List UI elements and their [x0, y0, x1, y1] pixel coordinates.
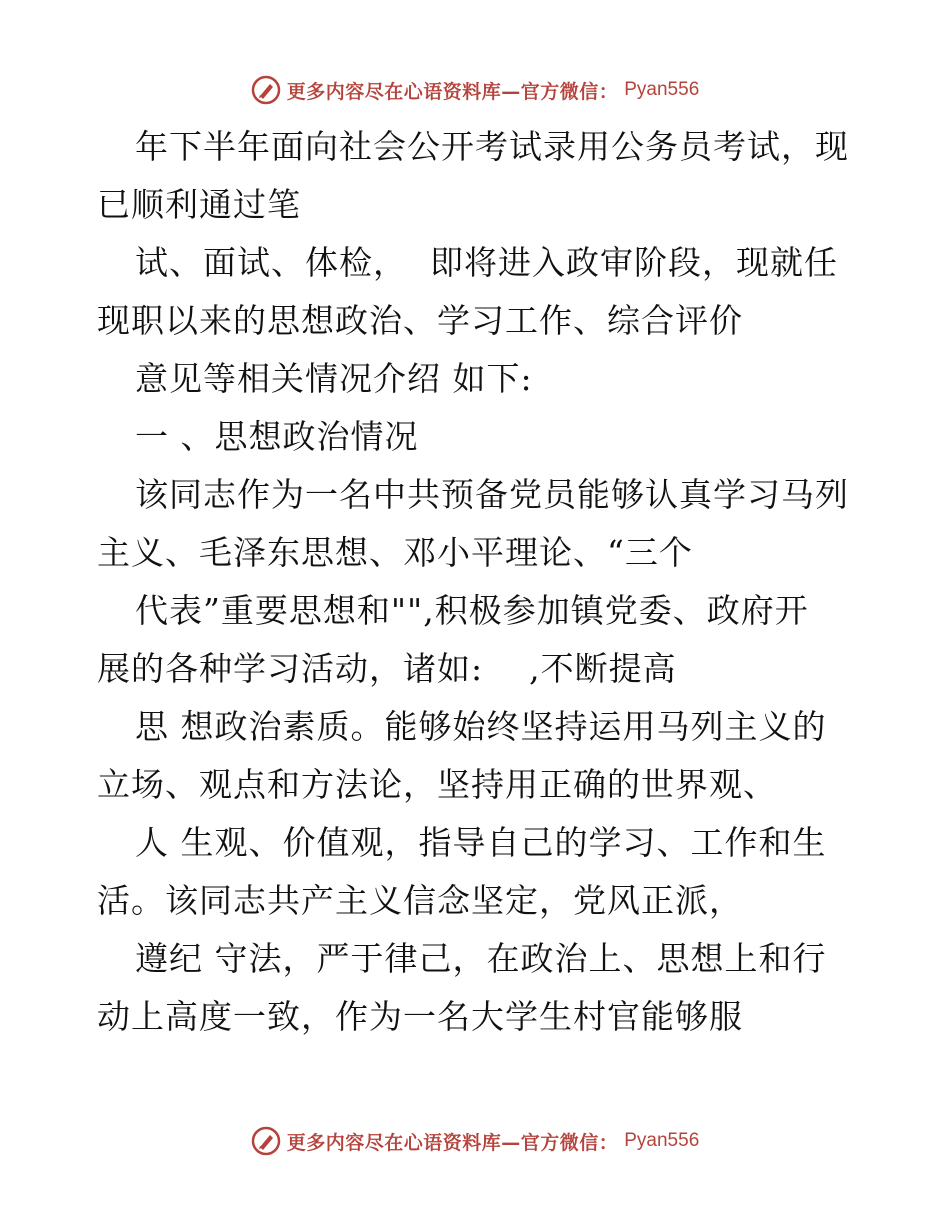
pen-logo-icon	[251, 1126, 281, 1156]
footer-watermark	[0, 1124, 950, 1158]
body-line: 思 想政治素质。能够始终坚持运用马列主义的	[135, 707, 827, 746]
body-line: 遵纪 守法，严于律己，在政治上、思想上和行	[135, 939, 827, 978]
body-line: 试、面试、体检， 即将进入政审阶段，现就任	[135, 243, 838, 282]
body-line: 活。该同志共产主义信念坚定，党风正派，	[97, 881, 743, 920]
header-watermark	[0, 73, 950, 107]
watermark-text: 更多内容尽在心语资料库—官方微信：	[286, 80, 619, 103]
section-heading: 一 、思想政治情况	[135, 417, 419, 456]
body-line: 意见等相关情况介绍 如下:	[135, 359, 533, 398]
body-line: 年下半年面向社会公开考试录用公务员考试，现	[135, 127, 849, 166]
body-line: 人 生观、价值观，指导自己的学习、工作和生	[135, 823, 827, 862]
watermark-handle: Pyan556	[624, 1130, 700, 1151]
body-line: 代表”重要思想和"",积极参加镇党委、政府开	[135, 591, 809, 630]
body-line: 展的各种学习活动，诸如: ,不断提高	[97, 649, 677, 688]
body-line: 现职以来的思想政治、学习工作、综合评价	[97, 301, 743, 340]
body-line: 已顺利通过笔	[97, 185, 301, 224]
watermark-text: 更多内容尽在心语资料库—官方微信：	[286, 1131, 619, 1154]
body-line: 该同志作为一名中共预备党员能够认真学习马列	[135, 475, 849, 514]
body-line: 动上高度一致，作为一名大学生村官能够服	[97, 997, 743, 1036]
body-line: 立场、观点和方法论，坚持用正确的世界观、	[97, 765, 777, 804]
watermark-handle: Pyan556	[624, 79, 700, 100]
body-line: 主义、毛泽东思想、邓小平理论、“三个	[97, 533, 693, 572]
pen-logo-icon	[251, 75, 281, 105]
